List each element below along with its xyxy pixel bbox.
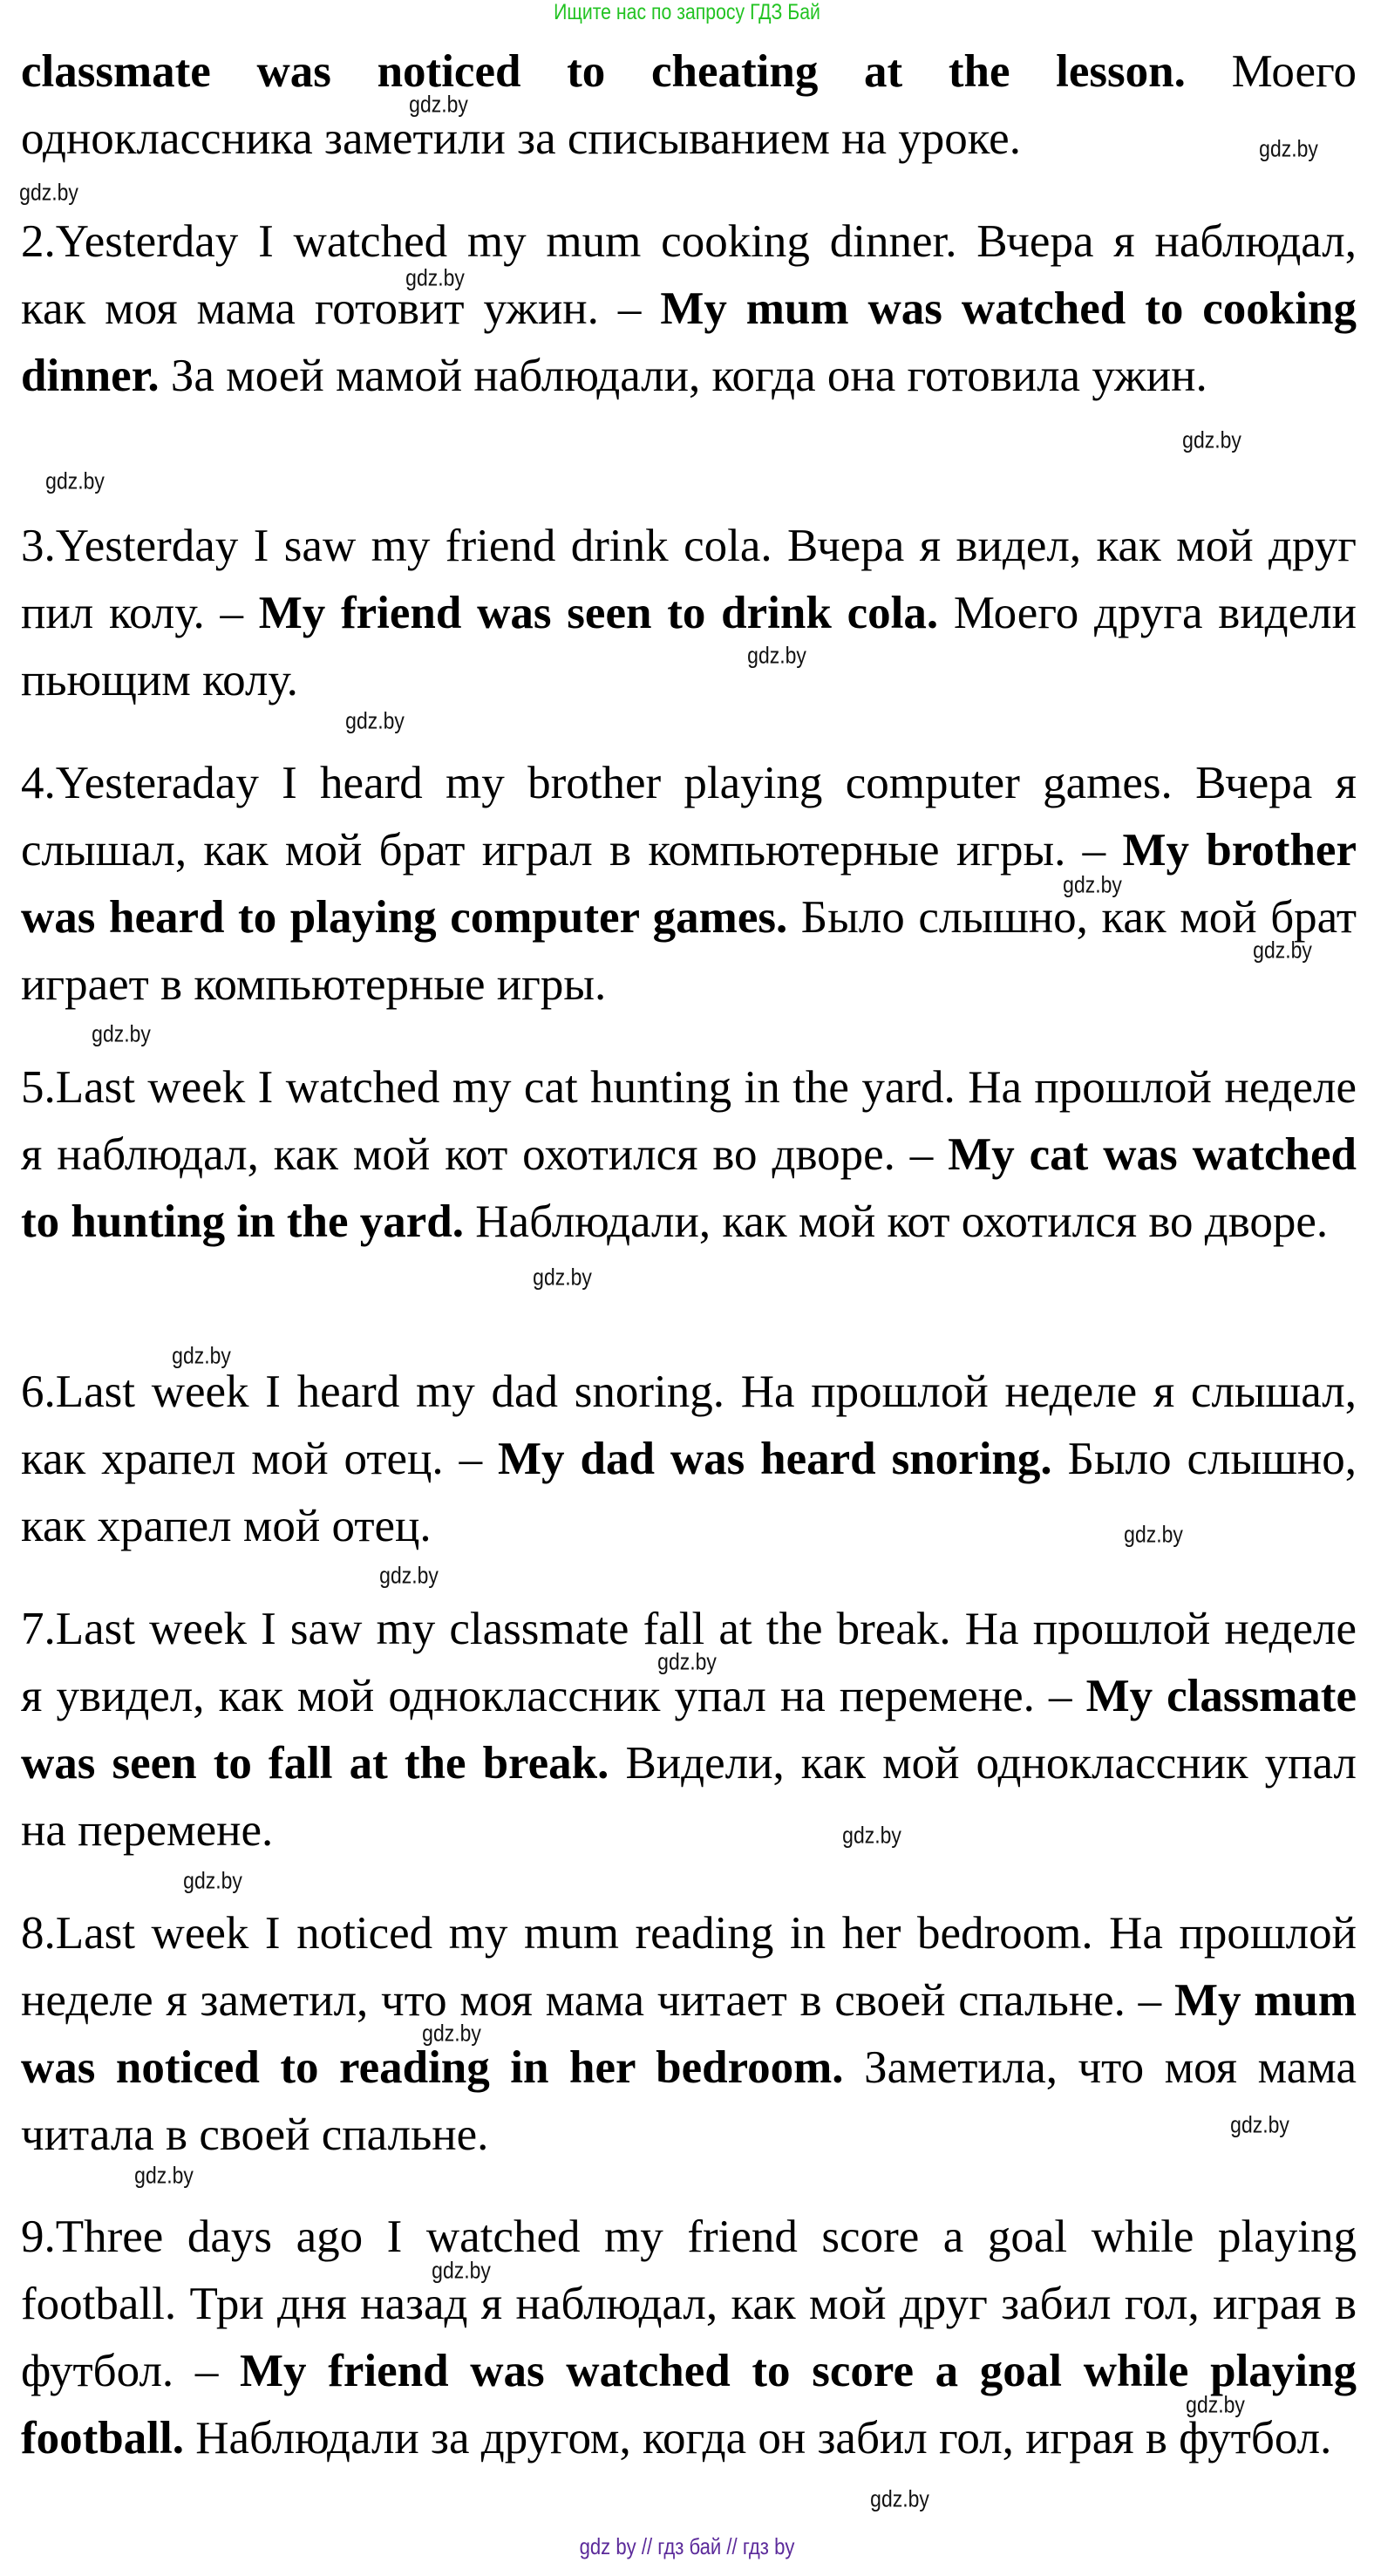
item-translation: Наблюдали, как мой кот охотился во дворе. [464, 1196, 1329, 1247]
item-text: 7.Last week I saw my classmate fall at the break. На прошлой неделе я увидел, как мой одноклассник упал на перемене. – [21, 1604, 1357, 1721]
exercise-item-4 [21, 750, 1357, 1019]
item-text: 4.Yesteraday I heard my brother playing computer games. Вчера я слышал, как мой брат играл в компьютерные игры. – [21, 758, 1357, 876]
watermark: gdz.by [172, 1342, 231, 1369]
item-answer: My cat was watched to hunting in the yard. [21, 1129, 1357, 1247]
item-answer: My friend was seen to drink cola. [258, 588, 939, 638]
exercise-item-7 [21, 1596, 1357, 1864]
watermark: gdz.by [183, 1867, 242, 1894]
watermark: gdz.by [19, 179, 78, 206]
search-hint-banner: Ищите нас по запросу ГДЗ Бай [554, 0, 820, 24]
exercise-item-3 [21, 513, 1357, 714]
item-answer: My mum was noticed to reading in her bedroom. [21, 1975, 1357, 2093]
item-answer: My classmate was seen to fall at the break. [21, 1671, 1357, 1789]
item-answer: classmate was noticed to cheating at the lesson. [21, 46, 1186, 97]
item-text: 8.Last week I noticed my mum reading in her bedroom. На прошлой неделе я заметил, что моя мама читает в своей спальне. – [21, 1908, 1357, 2026]
item-translation: Видели, как мой одноклассник упал на перемене. [21, 1738, 1357, 1856]
watermark: gdz.by [1230, 2111, 1289, 2138]
watermark: gdz.by [92, 1020, 151, 1047]
item-answer: My mum was watched to cooking dinner. [21, 283, 1357, 401]
item-translation: За моей мамой наблюдали, когда она готовила ужин. [159, 351, 1207, 401]
watermark: gdz.by [405, 264, 465, 291]
watermark: gdz.by [422, 2020, 481, 2047]
exercise-item-8 [21, 1900, 1357, 2169]
item-answer: My friend was watched to score a goal while playing football. [21, 2346, 1357, 2464]
watermark: gdz.by [657, 1648, 717, 1675]
watermark: gdz.by [1186, 2391, 1245, 2418]
item-translation: Наблюдали за другом, когда он забил гол, играя в футбол. [183, 2413, 1332, 2464]
exercise-item-9 [21, 2204, 1357, 2472]
item-text: 2.Yesterday I watched my mum cooking dinner. Вчера я наблюдал, как моя мама готовит ужин. – [21, 216, 1357, 334]
item-translation: Заметила, что моя мама читала в своей спальне. [21, 2042, 1357, 2160]
watermark: gdz.by [747, 642, 806, 669]
watermark: gdz.by [870, 2485, 929, 2512]
watermark: gdz.by [1063, 871, 1122, 898]
exercise-item-1-continuation [21, 38, 1357, 173]
item-answer: My dad was heard snoring. [498, 1434, 1052, 1484]
item-text: 9.Three days ago I watched my friend score a goal while playing football. Три дня назад я наблюдал, как мой друг забил гол, играя в футбол. – [21, 2211, 1357, 2396]
footer-links: gdz by // гдз бай // гдз by [579, 2533, 795, 2559]
watermark: gdz.by [134, 2162, 194, 2189]
item-translation: Было слышно, как храпел мой отец. [21, 1434, 1357, 1551]
exercise-item-2 [21, 208, 1357, 410]
watermark: gdz.by [842, 1822, 901, 1849]
item-text: 6.Last week I heard my dad snoring. На прошлой неделе я слышал, как храпел мой отец. – [21, 1366, 1357, 1484]
watermark: gdz.by [379, 1562, 439, 1589]
item-answer: My brother was heard to playing computer games. [21, 825, 1357, 943]
item-translation: Моего друга видели пьющим колу. [21, 588, 1357, 705]
item-translation: Моего одноклассника заметили за списыванием на уроке. [21, 46, 1357, 164]
watermark: gdz.by [1182, 426, 1241, 453]
watermark: gdz.by [432, 2257, 491, 2284]
watermark: gdz.by [533, 1264, 592, 1291]
watermark: gdz.by [409, 91, 468, 118]
item-text: 5.Last week I watched my cat hunting in the yard. На прошлой неделе я наблюдал, как мой кот охотился во дворе. – [21, 1062, 1357, 1180]
watermark: gdz.by [1253, 937, 1312, 964]
watermark: gdz.by [345, 707, 405, 734]
watermark: gdz.by [1124, 1521, 1183, 1548]
item-text: 3.Yesterday I saw my friend drink cola. Вчера я видел, как мой друг пил колу. – [21, 521, 1357, 638]
exercise-item-5 [21, 1054, 1357, 1256]
watermark: gdz.by [45, 467, 105, 494]
item-translation: Было слышно, как мой брат играет в компьютерные игры. [21, 892, 1357, 1010]
watermark: gdz.by [1259, 135, 1318, 162]
